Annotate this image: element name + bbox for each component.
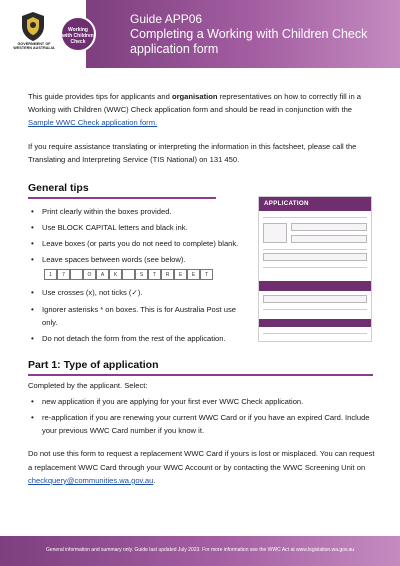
letter-box [122, 269, 135, 280]
letter-box: T [148, 269, 161, 280]
form-image-line [263, 333, 367, 334]
form-image-line [263, 217, 367, 218]
part1-rule [28, 374, 373, 376]
part1-closing-end: . [153, 475, 156, 485]
email-link[interactable]: checkquery@communities.wa.gov.au [28, 475, 154, 485]
list-item: • Leave boxes (or parts you do not need to complete) blank. [28, 237, 250, 250]
letter-box: A [96, 269, 109, 280]
form-image-field [291, 223, 367, 231]
letter-box: E [187, 269, 200, 280]
form-image-field [263, 295, 367, 303]
letter-box: E [174, 269, 187, 280]
part1-list [28, 395, 378, 438]
letter-box: 7 [57, 269, 70, 280]
part1-closing-text: Do not use this form to request a replacement WWC Card if yours is lost or misplaced. You can request a replacement WWC Card through your WWC Account or by contacting the WWC Screening Unit on [28, 449, 375, 472]
form-image-field [263, 253, 367, 261]
letter-box: R [161, 269, 174, 280]
list-item: • Use BLOCK CAPITAL letters and black ink. [28, 221, 250, 234]
wwc-logo-text: Working with Children Check [62, 27, 94, 45]
part1-closing [28, 447, 378, 487]
tis-paragraph: If you require assistance translating or interpreting the information in this factsheet, please call the Translating and Interpreting Service (TIS National) on 131 450. [28, 141, 357, 164]
intro-bold: organisation [171, 92, 218, 101]
form-image-line [263, 309, 367, 310]
form-image-field [291, 235, 367, 243]
sample-form-link[interactable]: Sample WWC Check application form. [28, 118, 158, 128]
intro-text-1: This guide provides tips for applicants and [28, 92, 172, 101]
page-footer [0, 536, 400, 566]
general-tips-list-2 [28, 286, 250, 345]
list-item: • re-application if you are renewing your current WWC Card or if you have an expired Card. Include your previous WWC Card number if you know it. [28, 411, 378, 437]
letter-box: O [83, 269, 96, 280]
general-tips-heading: General tips [28, 182, 89, 195]
wwc-logo [60, 16, 96, 52]
part1-heading: Part 1: Type of application [28, 359, 159, 372]
general-tips-rule [28, 197, 216, 199]
page-header [0, 0, 400, 68]
letter-box: S [135, 269, 148, 280]
form-image-title: APPLICATION [264, 200, 309, 207]
part1-intro: Completed by the applicant. Select: [28, 380, 148, 390]
form-image-line [263, 267, 367, 268]
list-item: • Use crosses (x), not ticks (✓). [28, 286, 250, 299]
guide-number: Guide APP06 [130, 12, 203, 26]
general-tips-list [28, 205, 250, 267]
list-item: • Print clearly within the boxes provided. [28, 205, 250, 218]
list-item: • Ignorer asterisks * on boxes. This is for Australia Post use only. [28, 303, 250, 329]
form-image-line [263, 249, 367, 250]
list-item: • Do not detach the form from the rest of the application. [28, 332, 250, 345]
form-image-bar [259, 319, 371, 327]
letter-box [70, 269, 83, 280]
letter-box: K [109, 269, 122, 280]
government-label: GOVERNMENT OF WESTERN AUSTRALIA [13, 42, 55, 51]
footer-text: General information and summary only. Guide last updated July 2023. For more information see the WWC Act at www.legislation.wa.gov.au [45, 547, 354, 553]
letter-box: T [200, 269, 213, 280]
list-item: • Leave spaces between words (see below). [28, 253, 250, 266]
form-image-field [263, 223, 287, 243]
letter-box: 1 [44, 269, 57, 280]
wa-government-crest-icon [18, 10, 48, 42]
intro-paragraph [28, 90, 378, 130]
page-title: Completing a Working with Children Check application form [130, 27, 368, 56]
intro-text-2: representatives on how to correctly fill in a Working with Children (WWC) Check application form and should be read in conjunction with the [28, 92, 362, 115]
form-image-bar [259, 281, 371, 291]
sample-form-image [258, 196, 372, 342]
form-image-header [259, 197, 371, 211]
list-item: • new application if you are applying for your first ever WWC Check application. [28, 395, 378, 408]
